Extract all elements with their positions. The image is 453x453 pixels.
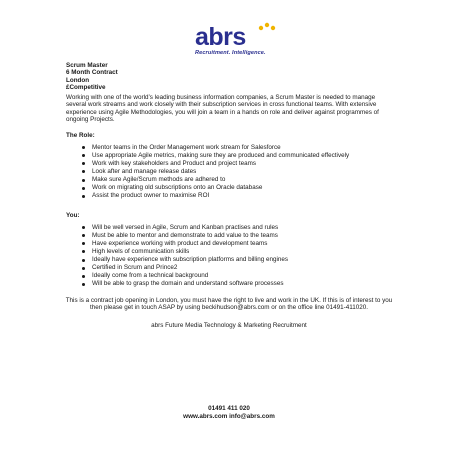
logo-dots-icon — [257, 22, 277, 34]
footer-phone: 01491 411 020 — [208, 405, 250, 412]
bullet-icon — [82, 179, 85, 182]
job-header — [66, 62, 396, 91]
closing-paragraph: This is a contract job opening in London, you must have the right to live and work in the UK. If this is of interest to you then please get in touch ASAP by using beckihudson@abrs.com or on the office line 01491-411020. — [65, 297, 393, 312]
list-item: Ideally come from a technical background — [82, 272, 396, 280]
bullet-icon — [82, 170, 85, 173]
bullet-icon — [82, 195, 85, 198]
list-item: Will be able to grasp the domain and understand software processes — [82, 280, 396, 288]
bullet-icon — [82, 283, 85, 286]
list-item: Make sure Agile/Scrum methods are adhered to — [82, 176, 396, 184]
job-contract: 6 Month Contract — [66, 69, 118, 77]
list-item: High levels of communication skills — [82, 248, 396, 256]
logo-tagline: Recruitment. Intelligence. — [195, 50, 266, 56]
list-item: Work on migrating old subscriptions onto an Oracle database — [82, 184, 396, 192]
bullet-icon — [82, 234, 85, 237]
footer-contact — [62, 405, 396, 421]
bullet-icon — [82, 162, 85, 165]
bullet-icon — [82, 154, 85, 157]
you-list — [66, 224, 396, 289]
bullet-icon — [82, 226, 85, 229]
list-item: Have experience working with product and development teams — [82, 240, 396, 248]
bullet-icon — [82, 242, 85, 245]
agency-line: abrs Future Media Technology & Marketing Recruitment — [151, 322, 307, 329]
job-salary: £Competitive — [66, 83, 106, 91]
list-item: Ideally have experience with subscription platforms and billing engines — [82, 256, 396, 264]
bullet-icon — [82, 146, 85, 149]
list-item: Work with key stakeholders and Product and project teams — [82, 160, 396, 168]
list-item: Look after and manage release dates — [82, 168, 396, 176]
list-item: Use appropriate Agile metrics, making sure they are produced and communicated effectively — [82, 152, 396, 160]
main-content — [66, 62, 396, 288]
role-heading: The Role: — [66, 132, 95, 140]
bullet-icon — [82, 275, 85, 278]
bullet-icon — [82, 259, 85, 262]
bullet-icon — [82, 250, 85, 253]
bullet-icon — [82, 267, 85, 270]
job-location: London — [66, 76, 90, 84]
list-item: Assist the product owner to maximise ROI — [82, 192, 396, 200]
abrs-logo — [195, 22, 275, 58]
job-title: Scrum Master — [66, 62, 108, 69]
list-item: Certified in Scrum and Prince2 — [82, 264, 396, 272]
list-item: Will be well versed in Agile, Scrum and Kanban practises and rules — [82, 224, 396, 232]
list-item: Must be able to mentor and demonstrate to add value to the teams — [82, 232, 396, 240]
intro-paragraph: Working with one of the world’s leading business information companies, a Scrum Master is needed to manage several work streams and work closely with their subscription services in cross functional teams. With extensive experience using Agile Methodologies, you will join a team in a hands on role and deliver against programmes of ongoing Projects. — [66, 94, 379, 124]
you-heading: You: — [66, 212, 80, 220]
bullet-icon — [82, 187, 85, 190]
list-item: Mentor teams in the Order Management work stream for Salesforce — [82, 144, 396, 152]
role-list — [66, 144, 396, 201]
footer-web: www.abrs.com info@abrs.com — [183, 413, 275, 420]
logo-wordmark: abrs — [195, 23, 246, 51]
